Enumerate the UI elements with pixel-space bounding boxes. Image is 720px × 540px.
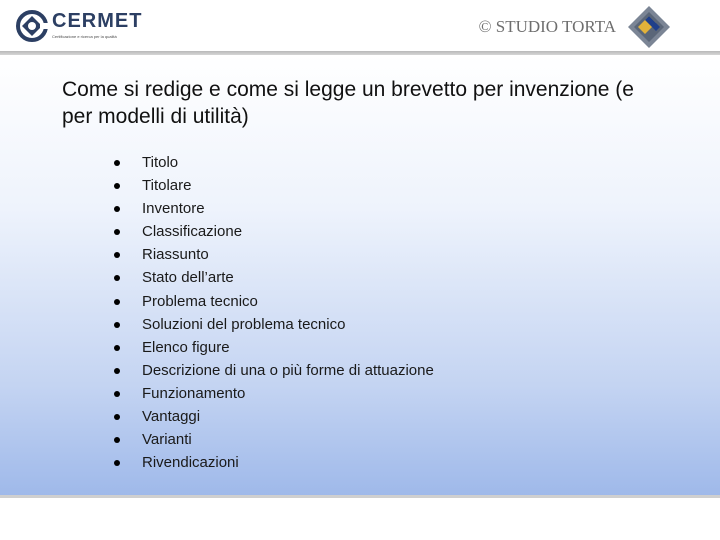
studio-label: © STUDIO TORTA	[478, 17, 616, 36]
bullet-icon	[114, 345, 120, 351]
list-item-label: Inventore	[142, 200, 205, 218]
list-item-label: Rivendicazioni	[142, 454, 239, 472]
list-item-label: Descrizione di una o più forme di attuazione	[142, 361, 434, 379]
studio-torta-logo-icon	[626, 4, 672, 50]
list-item-label: Classificazione	[142, 223, 243, 241]
list-item-label: Problema tecnico	[142, 292, 258, 310]
list-item-label: Varianti	[142, 431, 192, 449]
bullet-icon	[114, 414, 120, 420]
cermet-logo	[16, 8, 141, 44]
bullet-icon	[114, 322, 120, 328]
bullet-icon	[114, 299, 120, 305]
footer-divider	[0, 495, 720, 498]
slide-title: Come si redige e come si legge un brevetto per invenzione (e per modelli di utilità)	[62, 78, 634, 128]
list-item-label: Vantaggi	[142, 408, 201, 426]
list-item-label: Titolare	[142, 177, 192, 195]
cermet-mark-icon	[16, 10, 48, 42]
logo-wordmark: CERMET	[52, 10, 143, 32]
list-item-label: Funzionamento	[142, 384, 246, 402]
list-item-label: Elenco figure	[142, 338, 230, 356]
list-item-label: Titolo	[142, 154, 179, 171]
logo-tagline: Certificazione e ricerca per la qualità	[52, 34, 117, 39]
list-item-label: Stato dell’arte	[142, 269, 234, 287]
bullet-icon	[114, 391, 120, 397]
bullet-icon	[114, 160, 120, 166]
header-bar	[0, 0, 720, 52]
list-item-label: Riassunto	[142, 246, 209, 264]
list-item-label: Soluzioni del problema tecnico	[142, 315, 346, 333]
bullet-icon	[114, 368, 120, 374]
